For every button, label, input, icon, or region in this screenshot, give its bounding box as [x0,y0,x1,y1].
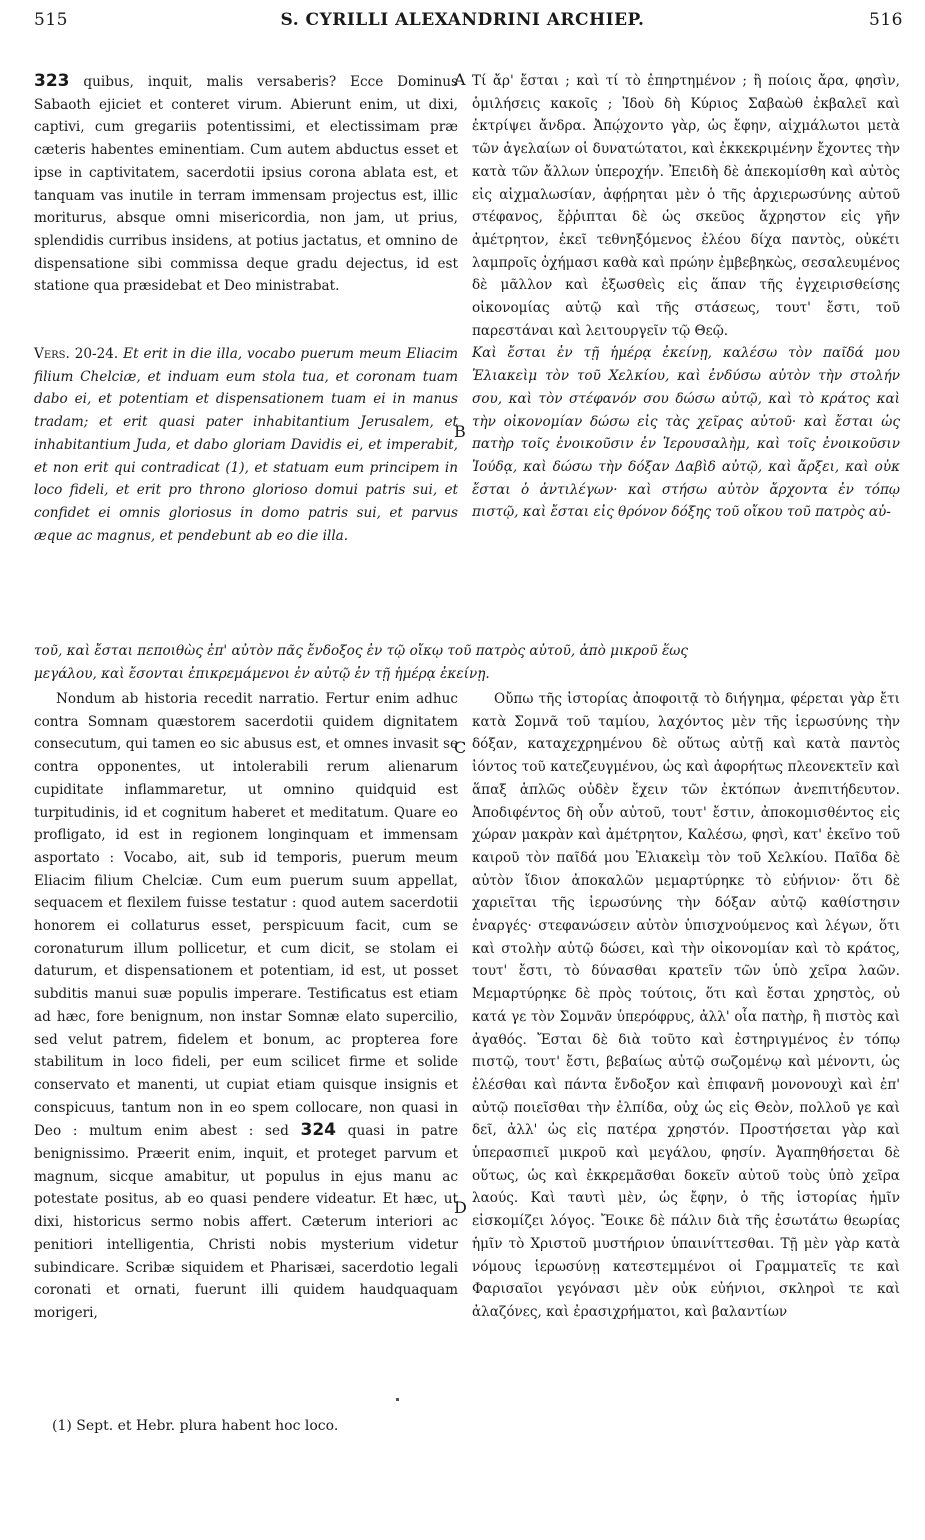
latin-verse-text: Et erit in die illa, vocabo puerum meum Eliacim filium Chelciæ, et induam eum stola tua, et coronam tuam dabo ei, et potentiam et dispensationem tuam ei in manus tradam; et erit quasi pater inhabitantium Jerusalem, et inhabitantium Juda, et dabo gloriam Davidis ei, et imperabit, et non erit qui contradicat (1), et statuam eum principem in loco fideli, et erit pro throno glorioso domui patris sui, et confidet ei omnis gloriosus in domo patris sui, et parvus æque ac magnus, et pendebunt ab eo die illa. [34,346,458,544]
margin-marker-b: B [454,422,466,441]
section-number-2: 324 [300,1120,337,1141]
greek-column-lower [472,688,900,1324]
margin-marker-c: C [454,738,467,757]
margin-marker-a: A [454,70,466,89]
latin-paragraph-3 [34,688,458,1325]
latin-paragraph-1 [34,70,458,298]
greek-paragraph-1: Τί ἄρ' ἔσται ; καὶ τί τὸ ἐπηρτημένον ; ἢ ποίοις ἄρα, φησὶν, ὁμιλήσεις κακοῖς ; Ἰδοὺ δὴ Κύριος Σαβαὼθ ἐκβαλεῖ καὶ ἐκτρίψει ἄνδρα. Ἀπῴχοντο γὰρ, ὡς ἔφην, αἰχμάλωτοι μετὰ τῶν ἀγελαίων οἱ δυνατώτατοι, καὶ ἐκκεκριμένην ἔχοντες τὴν κατὰ τῶν ἄλλων ὑπεροχήν. Ἐπειδὴ δὲ ἀπεκομίσθη καὶ αὐτὸς εἰς αἰχμαλωσίαν, ἀφῄρηται μὲν ὁ τῆς ἀρχιερωσύνης αὐτοῦ στέφανος, ἔῤῥιπται δὲ ὡς σκεῦος ἄχρηστον εἰς γῆν ἀμέτρητον, ἐκεῖ τεθνηξόμενος ἐλέου δίχα παντὸς, οὐκέτι λαμπροῖς ὀχήμασι καθὰ καὶ πρώην ἐμβεβηκὼς, σεσαλευμένος δὲ μᾶλλον καὶ ἐξωσθεὶς εἰς ἅπαν τῆς ἐγχειρισθείσης οἰκονομίας αὐτῷ καὶ τῆς στάσεως, τουτ' ἔστι, τοῦ παρεστάναι καὶ λειτουργεῖν τῷ Θεῷ. [472,73,900,339]
spanning-line-2: μεγάλου, καὶ ἔσονται ἐπικρεμάμενοι ἐν αὐτῷ ἐν τῇ ἡμέρᾳ ἐκείνῃ. [34,666,490,682]
footnote: (1) Sept. et Hebr. plura habent hoc loco. [52,1418,339,1434]
latin-column-upper [34,70,458,547]
spanning-line-1: τοῦ, καὶ ἔσται πεποιθὼς ἐπ' αὐτὸν πᾶς ἔνδοξος ἐν τῷ οἴκῳ τοῦ πατρὸς αὐτοῦ, ἀπὸ μικροῦ ἕως [34,643,688,659]
margin-marker-d: D [454,1198,467,1217]
verse-range: 20-24. [74,346,119,363]
latin-column-lower [34,688,458,1325]
page-number-left: 515 [34,10,68,30]
greek-verse-paragraph: Καὶ ἔσται ἐν τῇ ἡμέρᾳ ἐκείνῃ, καλέσω τὸν παῖδά μου Ἐλιακεὶμ τὸν τοῦ Χελκίου, καὶ ἐνδύσω αὐτὸν τὴν στολήν σου, καὶ τὸν στέφανόν σου δώσω αὐτῷ, καὶ τὸ κράτος καὶ τὴν οἰκονομίαν δώσω εἰς τὰς χεῖρας αὐτοῦ· καὶ ἔσται ὡς πατὴρ τοῖς ἐνοικοῦσιν ἐν Ἱερουσαλὴμ, καὶ τοῖς ἐνοικοῦσιν Ἰούδᾳ, καὶ δώσω τὴν δόξαν Δαβὶδ αὐτῷ, καὶ ἄρξει, καὶ οὐκ ἔσται ὁ ἀντιλέγων· καὶ στήσω αὐτὸν ἄρχοντα ἐν τόπῳ πιστῷ, καὶ ἔσται εἰς θρόνον δόξης τοῦ οἴκου τοῦ πατρὸς αὐ- [472,345,900,521]
section-number: 323 [34,71,70,91]
latin-paragraph-3-text-b: quasi in patre benignissimo. Præerit enim, inquit, et proteget parvum et magnum, sicque amabitur, ut populus in ejus manu ac potestate positus, ab eo quasi pendere videatur. Et hæc, ut dixi, historicus sermo nobis affert. Cæterum interiori ac penitiori intelligentia, Christi nobis mysterium videtur subindicare. Scribæ siquidem et Pharisæi, sacerdotio legali coronati et ornati, fuerunt illi quidem haudquaquam morigeri, [34,1123,458,1321]
latin-paragraph-1-text: quibus, inquit, malis versaberis? Ecce Dominus Sabaoth ejiciet et conteret virum. Abierunt enim, ut dixi, captivi, cum gregariis potentissimi, et electissimam præ cæteris habentes eminentiam. Cum autem abductus esset et ipse in captivitatem, sacerdotii ipsius corona ablata est, et tanquam vas inutile in terram immensam projectus est, illic moriturus, absque omni misericordia, non jam, ut prius, splendidis curribus insidens, at potius jactatus, et omnino de dispensatione sibi commissa deque gradu dejectus, id est statione qua præsidebat et Deo ministrabat. [34,74,458,295]
greek-paragraph-3: Οὔπω τῆς ἱστορίας ἀποφοιτᾷ τὸ διήγημα, φέρεται γὰρ ἔτι κατὰ Σομνᾶ τοῦ ταμίου, λαχόντος μὲν τῆς ἱερωσύνης τὴν δόξαν, καταχεχρημένου δὲ οὕτως αὐτῇ καὶ κατὰ παντὸς ἰόντος τοῦ κατεζευγμένου, ὡς καὶ ἀφορήτως πλεονεκτεῖν καὶ ἅπαξ ἁπλῶς οὐδὲν ἔχειν τῶν ἐκτόπων ἀνεπιτήδευτον. Ἀποδιφέντος δὴ οὖν αὐτοῦ, τουτ' ἔστιν, ἀποκομισθέντος εἰς χώραν μακρὰν καὶ ἀμέτρητον, Καλέσω, φησὶ, κατ' ἐκεῖνο τοῦ καιροῦ τὸν παῖδά μου Ἐλιακεὶμ τὸν τοῦ Χελκίου. Παῖδα δὲ αὐτὸν ἴδιον ἀποκαλῶν μεμαρτύρηκε τὸ εὐήνιον· ὅτι δὲ χαριεῖται τῆς ἱερωσύνης τὴν δόξαν αὐτῷ καθίστησιν ἐναργές· στεφανώσειν αὐτὸν ὑπισχνούμενος καὶ λέγων, ὅτι καὶ στολὴν αὐτῷ δώσει, καὶ τὴν οἰκονομίαν καὶ τὸ κράτος, τουτ' ἔστι, τὸ δύνασθαι κρατεῖν τῶν ὑπὸ χεῖρα λαῶν. Μεμαρτύρηκε δὲ πρὸς τούτοις, ὅτι καὶ ἔσται χρηστὸς, οὐ κατά γε τὸν Σομνᾶν ὑπερόφρυς, ἀλλ' οἷα πατὴρ, ἢ πιστὸς καὶ ἀγαθός. Ἔσται δὲ διὰ τοῦτο καὶ ἐστηριγμένος ἐν τόπῳ πιστῷ, τουτ' ἔστι, βεβαίως αὐτῷ σωζομένῳ καὶ μένοντι, ὡς ἐλέσθαι καὶ πάντα ἔνδοξον καὶ ἐπιφανῆ μονονουχὶ καὶ ἐπ' αὐτῷ ποιεῖσθαι τὴν ἐλπίδα, οὐχ ὡς εἰς Θεὸν, πολλοῦ γε καὶ δεῖ, ἀλλ' ὡς εἰς πατέρα χρηστόν. Προστήσεται γὰρ καὶ ὑπερασπιεῖ μικροῦ καὶ μεγάλου, φησίν. Ἀγαπηθήσεται δὲ οὕτως, ὡς καὶ ἐκκρεμᾶσθαι δοκεῖν αὐτοῦ τοὺς ὑπὸ χεῖρα λαούς. Καὶ ταυτὶ μὲν, ὡς ἔφην, ὁ τῆς ἱστορίας ἡμῖν εἰσκομίζει λόγος. Ἔοικε δὲ πάλιν διὰ τῆς ἐσωτάτω θεωρίας ἡμῖν τὸ Χριστοῦ μυστήριον ὑπαινίττεσθαι. Τῇ μὲν γὰρ κατὰ νόμους ἱερωσύνῃ κατεστεμμένοι οἱ Γραμματεῖς τε καὶ Φαρισαῖοι γεγόνασι μὲν οὐκ εὐήνιοι, σκληροὶ τε καὶ ἀλαζόνες, καὶ ἐρασιχρήματοι, καὶ βαλαντίων [472,691,900,1320]
verse-label: Vers. [34,346,70,363]
greek-column-upper [472,70,900,524]
latin-paragraph-3-text-a: Nondum ab historia recedit narratio. Fertur enim adhuc contra Somnam quæstorem sacerdotii quidem dignitatem consecutum, qui tamen eo sic abusus est, et omnes invasit se contra opponentes, ut intolerabili rerum alienarum cupiditate inflammaretur, ut omnino quidquid est turpitudinis, id et cognitum haberet et meditatum. Quare eo profligato, id est in regionem longinquam et immensam asportato : Vocabo, ait, sub id temporis, puerum meum Eliacim filium Chelciæ. Cum eum puerum suum appellat, sequacem et flexilem fuisse testatur : quod autem sacerdotii honorem ei collaturus esset, perspicuum facit, cum se coronaturum illum pollicetur, et cum dicit, se stolam ei daturum, et dispensationem et potentiam, id est, ut posset subditis manui suæ populis imperare. Testificatus est etiam ad hæc, fore benignum, non instar Somnæ elato supercilio, sed velut patrem, fidelem et bonum, ac propterea fore stabilitum in loco fideli, per eum scilicet firme et solide conservato et manenti, ut cupiat etiam quisque insignis et conspicuus, tantum non in eo spem collocare, non quasi in Deo : multum enim abest : sed [34,691,458,1140]
page-number-right: 516 [869,10,903,30]
ink-dot [396,1398,399,1401]
running-title: S. CYRILLI ALEXANDRINI ARCHIEP. [280,10,645,30]
latin-verse-paragraph [34,343,458,547]
